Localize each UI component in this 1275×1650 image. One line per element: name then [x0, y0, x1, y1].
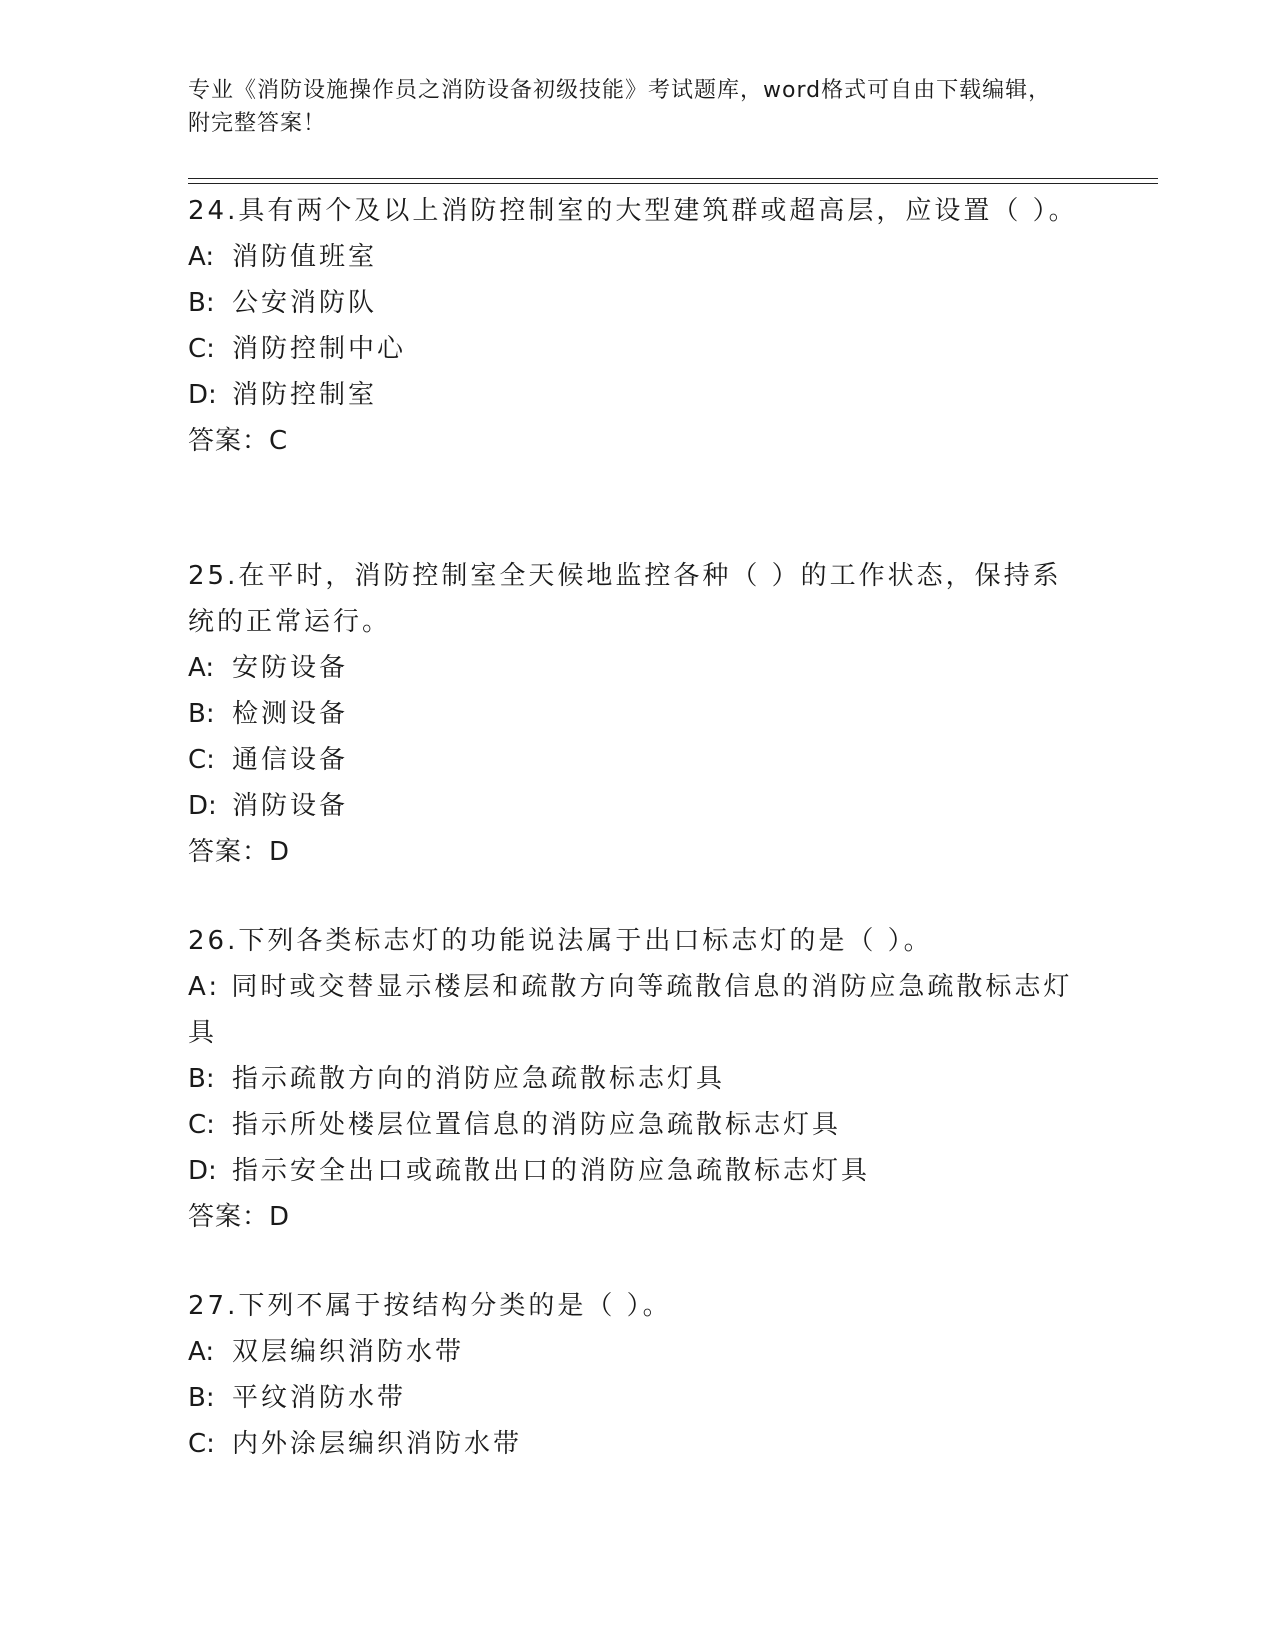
option-text: 安防设备 [232, 653, 349, 683]
option-text: 指示所处楼层位置信息的消防应急疏散标志灯具 [232, 1110, 842, 1140]
option-b [188, 280, 1088, 326]
option-d [188, 783, 1088, 829]
option-letter: D: [188, 1156, 217, 1186]
question-24 [188, 188, 1088, 464]
option-text: 内外涂层编织消防水带 [232, 1429, 523, 1459]
answer-value: C [269, 426, 289, 456]
option-text: 平纹消防水带 [232, 1383, 407, 1413]
answer-line [188, 829, 1088, 875]
option-b [188, 1375, 1088, 1421]
option-text: 指示安全出口或疏散出口的消防应急疏散标志灯具 [232, 1156, 871, 1186]
option-letter: C: [188, 1110, 215, 1140]
question-stem: 24.具有两个及以上消防控制室的大型建筑群或超高层，应设置（ ）。 [188, 196, 1078, 226]
option-letter: B: [188, 1064, 215, 1094]
option-text: 指示疏散方向的消防应急疏散标志灯具 [232, 1064, 726, 1094]
option-letter: B: [188, 288, 215, 318]
option-letter: B: [188, 699, 215, 729]
answer-label: 答案： [188, 1202, 270, 1232]
option-d [188, 1148, 1088, 1194]
option-letter: D: [188, 791, 217, 821]
question-stem: 25.在平时，消防控制室全天候地监控各种（ ）的工作状态，保持系统的正常运行。 [188, 561, 1062, 637]
option-text: 消防设备 [232, 791, 349, 821]
option-letter: A: [188, 1337, 215, 1367]
answer-label: 答案： [188, 837, 270, 867]
option-text: 检测设备 [232, 699, 349, 729]
option-text: 公安消防队 [232, 288, 378, 318]
question-stem: 27.下列不属于按结构分类的是（ ）。 [188, 1291, 672, 1321]
answer-line [188, 1194, 1088, 1240]
option-letter: C: [188, 1429, 215, 1459]
option-text: 双层编织消防水带 [232, 1337, 465, 1367]
option-c [188, 737, 1088, 783]
option-c [188, 326, 1088, 372]
option-text: 通信设备 [232, 745, 349, 775]
answer-value: D [269, 837, 291, 867]
option-text: 同时或交替显示楼层和疏散方向等疏散信息的消防应急疏散标志灯具 [188, 972, 1073, 1048]
option-letter: D: [188, 380, 217, 410]
option-text: 消防值班室 [232, 242, 378, 272]
question-stem: 26.下列各类标志灯的功能说法属于出口标志灯的是（ ）。 [188, 926, 933, 956]
option-letter: A: [188, 242, 215, 272]
option-text: 消防控制室 [232, 380, 378, 410]
answer-label: 答案： [188, 426, 270, 456]
option-d [188, 372, 1088, 418]
question-26 [188, 918, 1088, 1240]
option-a [188, 645, 1088, 691]
option-letter: C: [188, 334, 215, 364]
answer-line [188, 418, 1088, 464]
option-a [188, 234, 1088, 280]
option-a [188, 964, 1088, 1056]
option-letter: C: [188, 745, 215, 775]
option-letter: B: [188, 1383, 215, 1413]
option-a [188, 1329, 1088, 1375]
header-divider-bottom [188, 183, 1158, 184]
option-text: 消防控制中心 [232, 334, 407, 364]
question-27 [188, 1283, 1088, 1467]
question-25 [188, 553, 1088, 875]
answer-value: D [269, 1202, 291, 1232]
option-letter: A: [188, 653, 215, 683]
option-letter: A: [188, 972, 221, 1002]
option-c [188, 1421, 1088, 1467]
option-c [188, 1102, 1088, 1148]
option-b [188, 691, 1088, 737]
document-header: 专业《消防设施操作员之消防设备初级技能》考试题库，word格式可自由下载编辑，附完整答案！ [188, 78, 1052, 136]
option-b [188, 1056, 1088, 1102]
header-divider-top [188, 178, 1158, 179]
